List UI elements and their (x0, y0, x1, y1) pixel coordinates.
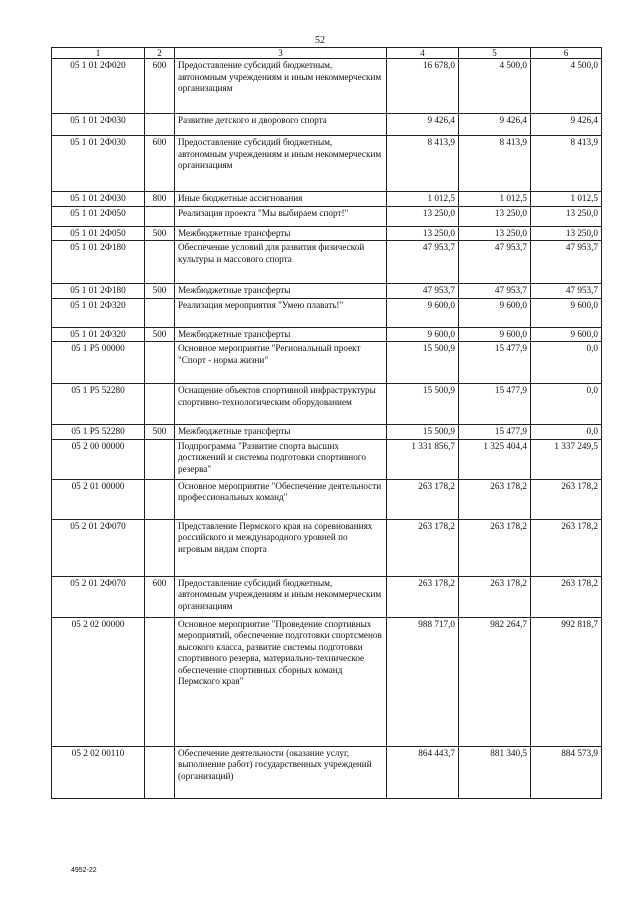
row-value-col5: 47 953,7 (459, 284, 531, 299)
row-value-col6: 884 573,9 (531, 746, 602, 798)
row-value-col5: 881 340,5 (459, 746, 531, 798)
table-row (52, 206, 602, 226)
row-expense-type: 600 (145, 136, 175, 192)
row-value-col6: 1 337 249,5 (531, 439, 602, 479)
row-expense-type (145, 617, 175, 746)
column-header: 1 (52, 48, 145, 59)
row-value-col4: 263 178,2 (387, 519, 459, 576)
table-row (52, 226, 602, 241)
row-value-col4: 263 178,2 (387, 576, 459, 617)
row-name: Предоставление субсидий бюджетным, автономным учреждениям и иным некоммерческим организациям (175, 576, 387, 617)
row-value-col4: 1 012,5 (387, 192, 459, 207)
table-row (52, 746, 602, 798)
row-value-col5: 982 264,7 (459, 617, 531, 746)
table-row (52, 479, 602, 519)
row-code: 05 1 01 2Ф050 (52, 226, 145, 241)
row-expense-type: 500 (145, 327, 175, 342)
row-expense-type (145, 206, 175, 226)
row-value-col5: 1 325 404,4 (459, 439, 531, 479)
row-code: 05 1 01 2Ф320 (52, 327, 145, 342)
row-name: Реализация мероприятия "Умею плавать!" (175, 298, 387, 327)
column-header: 6 (531, 48, 602, 59)
table-header-row (52, 48, 602, 59)
row-value-col6: 13 250,0 (531, 206, 602, 226)
row-value-col5: 8 413,9 (459, 136, 531, 192)
row-value-col4: 47 953,7 (387, 284, 459, 299)
row-name: Предоставление субсидий бюджетным, автономным учреждениям и иным некоммерческим организациям (175, 136, 387, 192)
row-value-col4: 47 953,7 (387, 241, 459, 284)
row-name: Представление Пермского края на соревнованиях российского и международного уровней по игровым видам спорта (175, 519, 387, 576)
row-expense-type: 500 (145, 425, 175, 440)
row-name: Межбюджетные трансферты (175, 327, 387, 342)
row-name: Обеспечение условий для развития физической культуры и массового спорта (175, 241, 387, 284)
table-row (52, 241, 602, 284)
row-value-col6: 0,0 (531, 384, 602, 425)
row-value-col5: 4 500,0 (459, 59, 531, 114)
row-value-col6: 9 426,4 (531, 114, 602, 136)
row-value-col4: 13 250,0 (387, 226, 459, 241)
column-header: 4 (387, 48, 459, 59)
row-code: 05 1 01 2Ф050 (52, 206, 145, 226)
table-row (52, 439, 602, 479)
row-code: 05 1 01 2Ф030 (52, 192, 145, 207)
row-value-col4: 1 331 856,7 (387, 439, 459, 479)
row-value-col4: 9 600,0 (387, 298, 459, 327)
row-name: Развитие детского и дворового спорта (175, 114, 387, 136)
row-value-col5: 263 178,2 (459, 479, 531, 519)
row-name: Реализация проекта "Мы выбираем спорт!" (175, 206, 387, 226)
row-expense-type (145, 746, 175, 798)
row-expense-type: 600 (145, 59, 175, 114)
row-name: Межбюджетные трансферты (175, 425, 387, 440)
row-expense-type: 800 (145, 192, 175, 207)
row-value-col6: 47 953,7 (531, 241, 602, 284)
table-row (52, 114, 602, 136)
row-expense-type (145, 241, 175, 284)
row-code: 05 2 01 2Ф070 (52, 519, 145, 576)
row-code: 05 2 00 00000 (52, 439, 145, 479)
row-code: 05 2 01 2Ф070 (52, 576, 145, 617)
row-code: 05 1 01 2Ф180 (52, 241, 145, 284)
row-code: 05 1 P5 00000 (52, 342, 145, 384)
row-value-col4: 16 678,0 (387, 59, 459, 114)
row-code: 05 1 01 2Ф020 (52, 59, 145, 114)
row-name: Подпрограмма "Развитие спорта высших достижений и системы подготовки спортивного резерва" (175, 439, 387, 479)
row-value-col4: 263 178,2 (387, 479, 459, 519)
row-value-col5: 13 250,0 (459, 206, 531, 226)
row-value-col4: 864 443,7 (387, 746, 459, 798)
row-expense-type (145, 439, 175, 479)
table-row (52, 519, 602, 576)
row-name: Основное мероприятие "Проведение спортивных мероприятий, обеспечение подготовки спортсменов высокого класса, развитие системы подготовки спортивного резерва, материально-техническое обеспечение спортивных сборных команд Пермского края" (175, 617, 387, 746)
column-header: 5 (459, 48, 531, 59)
table-row (52, 617, 602, 746)
row-code: 05 2 02 00000 (52, 617, 145, 746)
row-expense-type: 600 (145, 576, 175, 617)
row-expense-type (145, 384, 175, 425)
table-row (52, 298, 602, 327)
table-row (52, 384, 602, 425)
row-value-col4: 15 500,9 (387, 342, 459, 384)
row-value-col4: 988 717,0 (387, 617, 459, 746)
row-code: 05 2 01 00000 (52, 479, 145, 519)
row-value-col5: 47 953,7 (459, 241, 531, 284)
row-value-col5: 263 178,2 (459, 576, 531, 617)
row-value-col6: 1 012,5 (531, 192, 602, 207)
table-row (52, 342, 602, 384)
row-value-col4: 15 500,9 (387, 425, 459, 440)
row-name: Обеспечение деятельности (оказание услуг, выполнение работ) государственных учреждений (организаций) (175, 746, 387, 798)
table-row (52, 425, 602, 440)
row-value-col6: 8 413,9 (531, 136, 602, 192)
table-row (52, 59, 602, 114)
row-value-col6: 263 178,2 (531, 479, 602, 519)
row-value-col6: 992 818,7 (531, 617, 602, 746)
row-value-col4: 15 500,9 (387, 384, 459, 425)
budget-table (51, 47, 602, 799)
row-value-col6: 263 178,2 (531, 519, 602, 576)
row-value-col6: 263 178,2 (531, 576, 602, 617)
row-value-col5: 15 477,9 (459, 425, 531, 440)
row-code: 05 1 01 2Ф320 (52, 298, 145, 327)
row-name: Основное мероприятие "Региональный проект "Спорт - норма жизни" (175, 342, 387, 384)
row-name: Иные бюджетные ассигнования (175, 192, 387, 207)
document-id: 4952-22 (71, 867, 97, 874)
column-header: 3 (175, 48, 387, 59)
row-value-col6: 4 500,0 (531, 59, 602, 114)
row-value-col6: 0,0 (531, 425, 602, 440)
row-name: Межбюджетные трансферты (175, 226, 387, 241)
row-code: 05 1 P5 52280 (52, 384, 145, 425)
row-value-col5: 263 178,2 (459, 519, 531, 576)
row-expense-type (145, 519, 175, 576)
row-value-col6: 0,0 (531, 342, 602, 384)
row-value-col5: 9 600,0 (459, 298, 531, 327)
row-value-col4: 9 426,4 (387, 114, 459, 136)
row-value-col6: 13 250,0 (531, 226, 602, 241)
row-value-col5: 15 477,9 (459, 342, 531, 384)
row-expense-type (145, 298, 175, 327)
row-code: 05 1 01 2Ф030 (52, 136, 145, 192)
row-code: 05 2 02 00110 (52, 746, 145, 798)
row-expense-type (145, 342, 175, 384)
row-value-col5: 15 477,9 (459, 384, 531, 425)
row-value-col6: 47 953,7 (531, 284, 602, 299)
row-name: Оснащение объектов спортивной инфраструктуры спортивно-технологическим оборудованием (175, 384, 387, 425)
page-number: 52 (315, 35, 325, 46)
column-header: 2 (145, 48, 175, 59)
row-value-col6: 9 600,0 (531, 298, 602, 327)
table-row (52, 192, 602, 207)
row-value-col4: 8 413,9 (387, 136, 459, 192)
table-row (52, 576, 602, 617)
table-row (52, 327, 602, 342)
row-value-col4: 9 600,0 (387, 327, 459, 342)
row-code: 05 1 01 2Ф030 (52, 114, 145, 136)
row-value-col5: 1 012,5 (459, 192, 531, 207)
row-name: Предоставление субсидий бюджетным, автономным учреждениям и иным некоммерческим организациям (175, 59, 387, 114)
row-value-col4: 13 250,0 (387, 206, 459, 226)
row-code: 05 1 P5 52280 (52, 425, 145, 440)
table-row (52, 136, 602, 192)
row-name: Основное мероприятие "Обеспечение деятельности профессиональных команд" (175, 479, 387, 519)
row-expense-type (145, 479, 175, 519)
row-value-col5: 9 600,0 (459, 327, 531, 342)
row-value-col6: 9 600,0 (531, 327, 602, 342)
row-code: 05 1 01 2Ф180 (52, 284, 145, 299)
row-expense-type: 500 (145, 226, 175, 241)
row-expense-type: 500 (145, 284, 175, 299)
row-value-col5: 9 426,4 (459, 114, 531, 136)
row-name: Межбюджетные трансферты (175, 284, 387, 299)
row-expense-type (145, 114, 175, 136)
table-row (52, 284, 602, 299)
row-value-col5: 13 250,0 (459, 226, 531, 241)
